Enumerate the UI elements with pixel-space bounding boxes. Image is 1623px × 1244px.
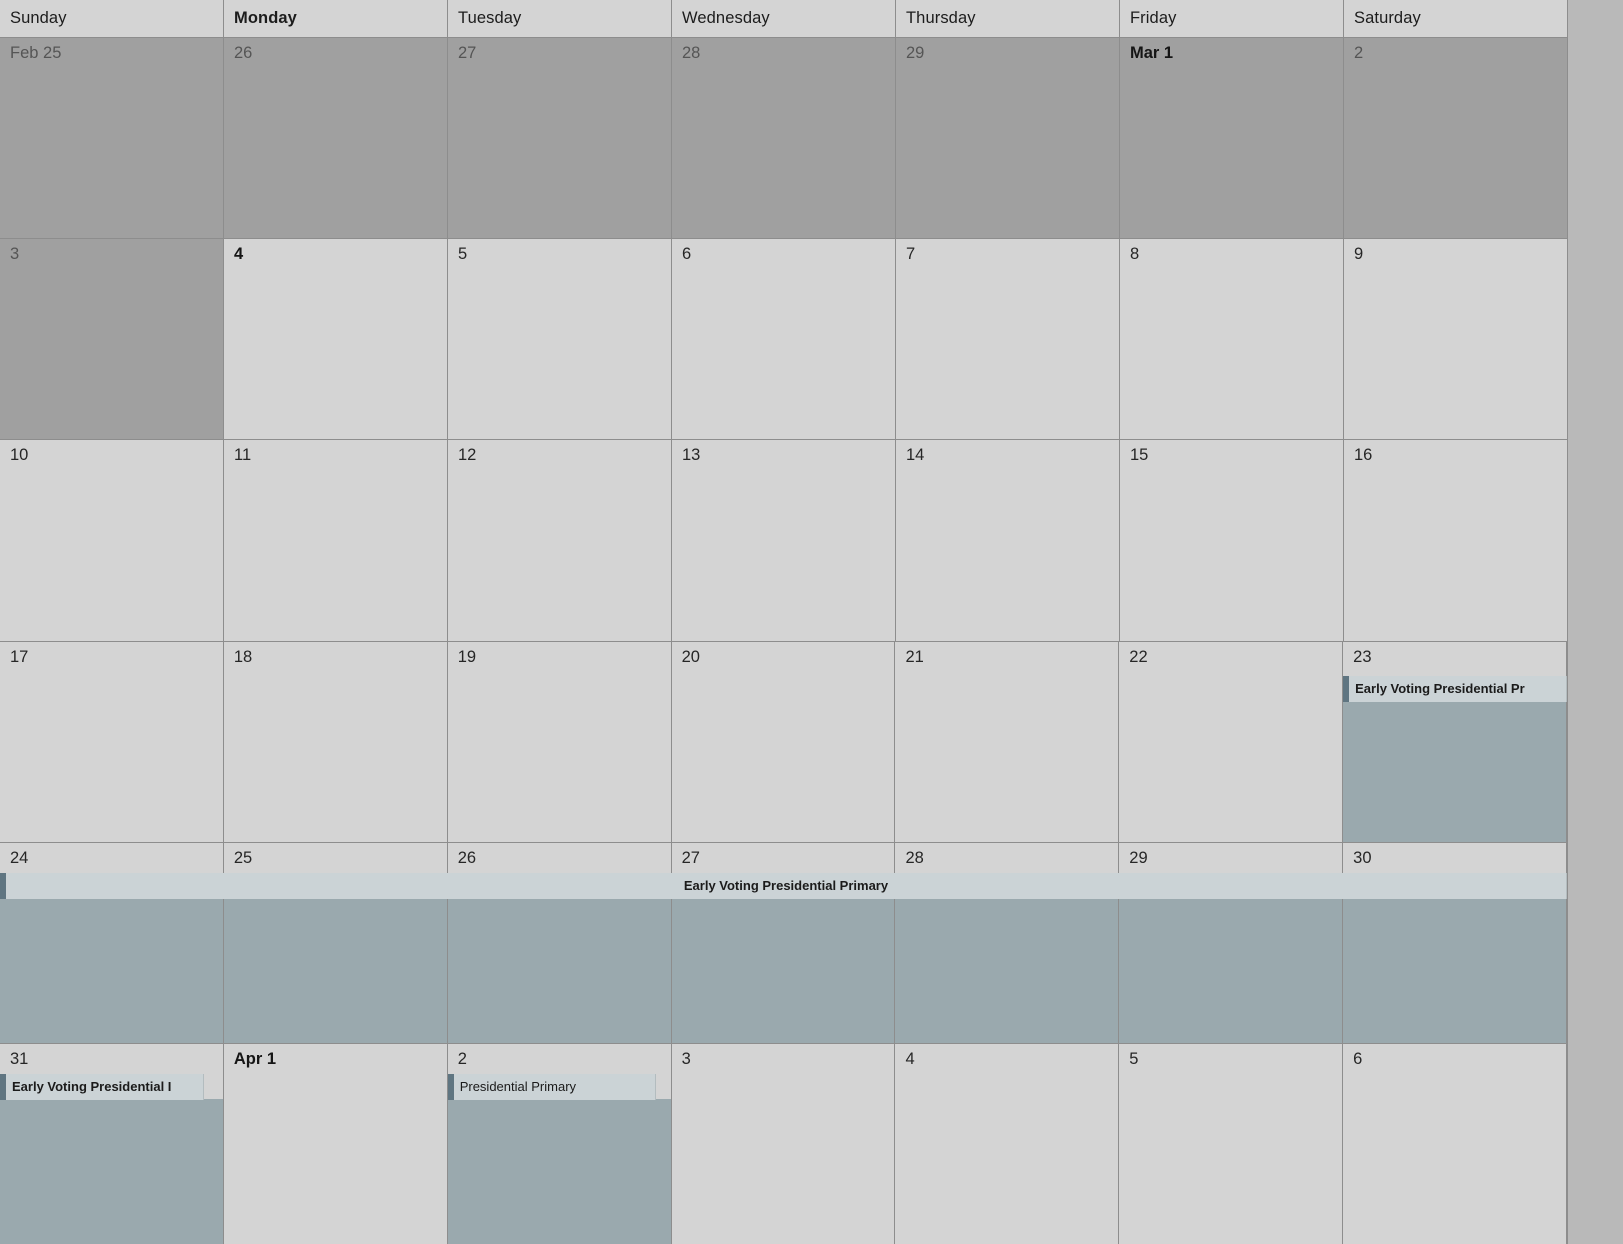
day-highlight (1119, 898, 1342, 1043)
day-cell[interactable] (1344, 440, 1567, 640)
day-cell[interactable] (1120, 38, 1344, 238)
day-number: 18 (233, 647, 253, 666)
day-highlight (672, 898, 895, 1043)
day-cell[interactable] (1119, 642, 1343, 842)
day-cell[interactable] (448, 239, 672, 439)
dow-label: Monday (234, 9, 297, 27)
event-title: Presidential Primary (459, 1079, 577, 1095)
day-cell[interactable] (672, 1044, 896, 1244)
week-row (0, 843, 1567, 1044)
day-number: 22 (1129, 647, 1148, 666)
week-row (0, 1044, 1567, 1244)
day-cell[interactable] (448, 38, 672, 238)
day-number: 3 (10, 245, 20, 264)
day-highlight (0, 898, 223, 1043)
dow-label: Tuesday (458, 9, 522, 27)
day-number: 31 (10, 1049, 29, 1068)
day-number: 17 (10, 647, 29, 666)
day-number: 24 (10, 848, 29, 867)
dow-tuesday (448, 0, 672, 37)
dow-label: Thursday (906, 9, 976, 27)
day-cell[interactable] (672, 440, 896, 640)
day-number: 29 (906, 44, 925, 62)
week-row (0, 239, 1567, 440)
day-highlight (0, 1099, 223, 1244)
day-cell[interactable] (448, 440, 672, 640)
day-number: 2 (457, 1049, 467, 1068)
day-number: 6 (682, 245, 692, 264)
dow-sunday (0, 0, 224, 37)
day-number: 12 (458, 446, 477, 465)
day-number: 27 (458, 44, 477, 62)
day-cell[interactable] (896, 38, 1120, 238)
day-cell[interactable] (1120, 239, 1344, 439)
day-number: 23 (1353, 647, 1372, 666)
day-number: 2 (1354, 44, 1364, 62)
calendar-event[interactable] (0, 1074, 204, 1100)
day-cell[interactable] (1119, 1044, 1343, 1244)
day-number: 7 (906, 245, 916, 264)
week-row (0, 38, 1567, 239)
day-number: 30 (1353, 848, 1372, 867)
day-number: 13 (682, 446, 701, 465)
day-number: 6 (1353, 1049, 1363, 1068)
day-cell[interactable] (0, 440, 224, 640)
day-number: 10 (10, 446, 29, 465)
day-highlight (448, 1099, 671, 1244)
day-of-week-header (0, 0, 1567, 38)
day-number: Apr 1 (233, 1049, 277, 1068)
day-cell[interactable] (895, 642, 1119, 842)
day-number: Mar 1 (1130, 44, 1174, 62)
dow-friday (1120, 0, 1344, 37)
day-number: 14 (906, 446, 925, 465)
day-number: 4 (234, 245, 244, 264)
day-cell[interactable] (672, 642, 896, 842)
day-cell[interactable] (1120, 440, 1344, 640)
week-row (0, 440, 1567, 641)
day-number: 9 (1354, 245, 1364, 264)
day-number: 27 (681, 848, 700, 867)
day-cell[interactable] (1343, 642, 1567, 842)
day-highlight (895, 898, 1118, 1043)
dow-wednesday (672, 0, 896, 37)
day-number: 8 (1130, 245, 1140, 264)
day-cell[interactable] (672, 38, 896, 238)
day-cell[interactable] (448, 642, 672, 842)
day-cell[interactable] (0, 38, 224, 238)
day-cell[interactable] (895, 1044, 1119, 1244)
event-title: Early Voting Presidential Pr (1355, 681, 1525, 697)
day-cell[interactable] (1344, 38, 1567, 238)
day-number: 20 (681, 647, 700, 666)
calendar-weeks (0, 38, 1567, 1244)
day-cell[interactable] (0, 239, 224, 439)
event-title: Early Voting Presidential Primary (683, 878, 889, 894)
calendar-event[interactable] (448, 1074, 656, 1100)
day-number: 28 (905, 848, 924, 867)
dow-saturday (1344, 0, 1567, 37)
day-highlight (224, 898, 447, 1043)
day-cell[interactable] (1343, 1044, 1567, 1244)
day-number: 28 (682, 44, 701, 62)
day-cell[interactable] (896, 440, 1120, 640)
day-cell[interactable] (224, 440, 448, 640)
day-highlight (1343, 898, 1566, 1043)
day-cell[interactable] (224, 239, 448, 439)
event-title: Early Voting Presidential I (12, 1079, 172, 1095)
dow-thursday (896, 0, 1120, 37)
day-number: 5 (1129, 1049, 1139, 1068)
day-number: 4 (905, 1049, 915, 1068)
week-row (0, 642, 1567, 843)
day-number: 26 (457, 848, 477, 867)
calendar-event[interactable] (1343, 676, 1567, 702)
day-number: 19 (457, 647, 477, 666)
day-number: 15 (1130, 446, 1149, 465)
dow-label: Sunday (10, 9, 67, 27)
day-number: 5 (458, 245, 468, 264)
calendar-event[interactable] (0, 873, 1567, 899)
day-cell[interactable] (224, 38, 448, 238)
day-cell[interactable] (224, 642, 448, 842)
dow-label: Friday (1130, 9, 1177, 27)
day-cell[interactable] (896, 239, 1120, 439)
day-number: 21 (905, 647, 924, 666)
day-cell[interactable] (1344, 239, 1567, 439)
dow-label: Wednesday (682, 9, 770, 27)
day-number: 25 (233, 848, 253, 867)
day-cell[interactable] (672, 239, 896, 439)
dow-monday (224, 0, 448, 37)
day-highlight (448, 898, 671, 1043)
day-number: 11 (234, 446, 252, 465)
day-number: 16 (1354, 446, 1373, 465)
day-number: 26 (234, 44, 253, 62)
dow-label: Saturday (1354, 9, 1421, 27)
day-cell[interactable] (0, 642, 224, 842)
day-number: 29 (1129, 848, 1148, 867)
day-number: 3 (681, 1049, 691, 1068)
day-cell[interactable] (224, 1044, 448, 1244)
day-number: Feb 25 (10, 44, 62, 62)
